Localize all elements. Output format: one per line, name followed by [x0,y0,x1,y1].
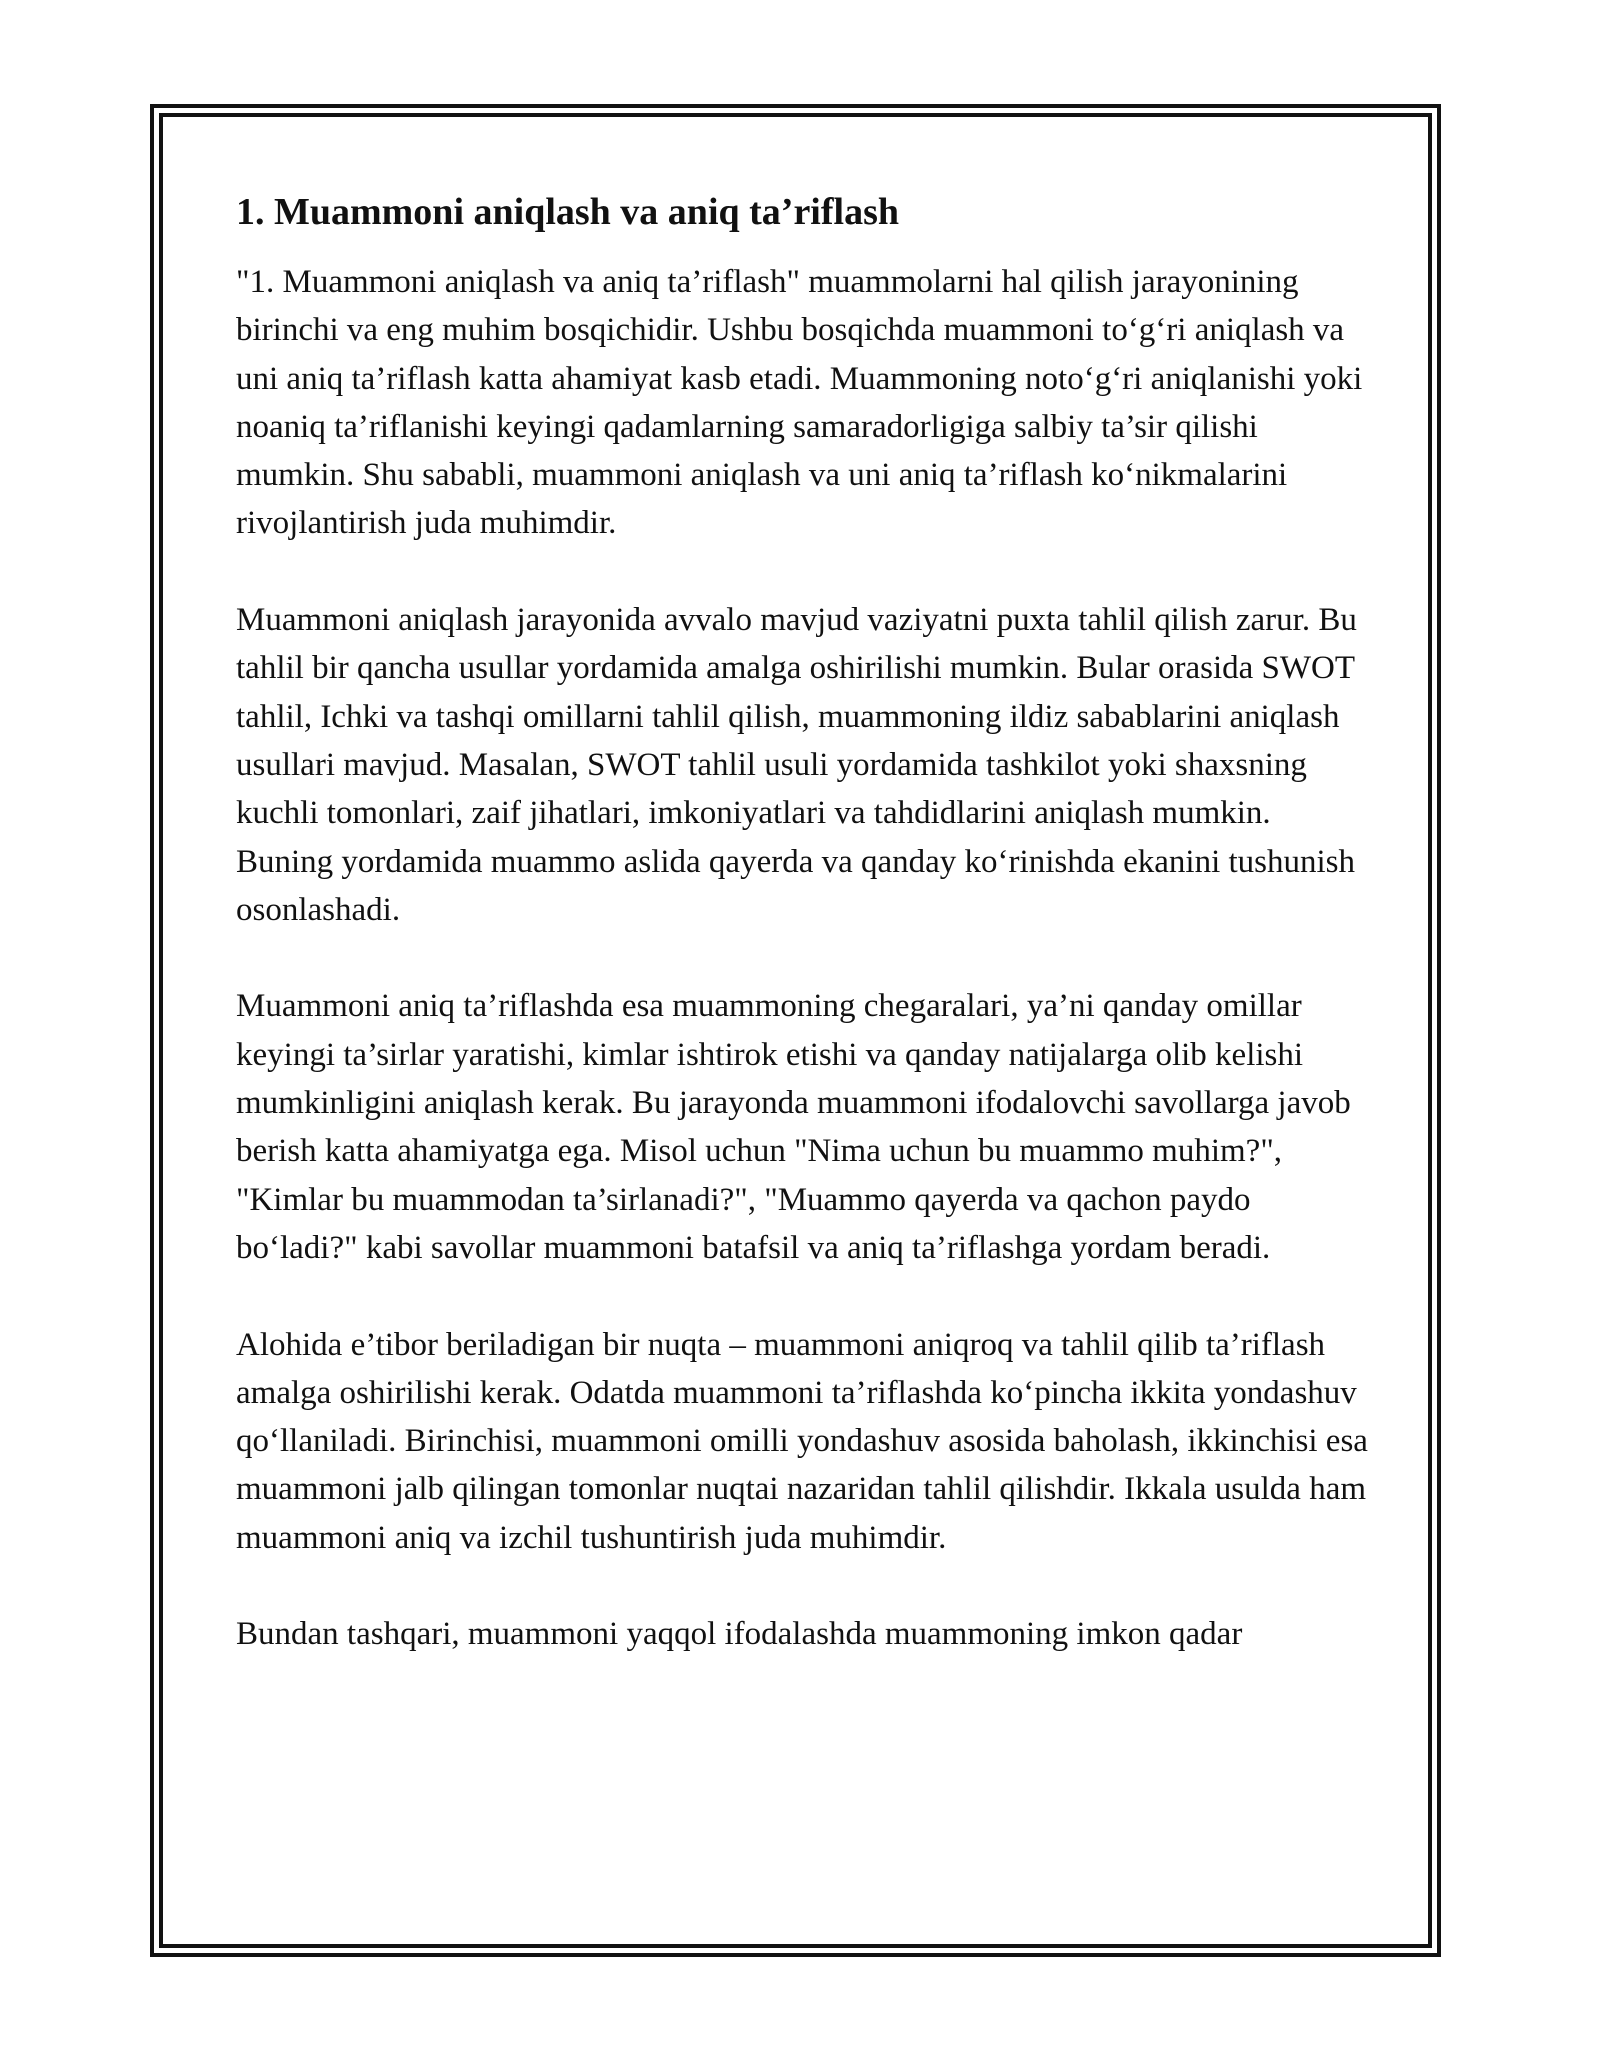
section-heading: 1. Muammoni aniqlash va aniq ta’riflash [236,191,899,233]
paragraph-5: Bundan tashqari, muammoni yaqqol ifodalashda muammoning imkon qadar [236,1616,1243,1653]
paragraph-3: Muammoni aniq ta’riflashda esa muammoning chegaralari, ya’ni qanday omillar keyingi ta’sirlar yaratishi, kimlar ishtirok etishi va qanday natijalarga olib kelishi mumkinligini aniqlash kerak. Bu jarayonda muammoni ifodalovchi savollarga javob berish katta ahamiyatga ega. Misol uchun "Nima uchun bu muammo muhim?", "Kimlar bu muammodan ta’sirlanadi?", "Muammo qayerda va qachon paydo bo‘ladi?" kabi savollar muammoni batafsil va aniq ta’riflashga yordam beradi. [236,988,1351,1266]
paragraph-4: Alohida e’tibor beriladigan bir nuqta – muammoni aniqroq va tahlil qilib ta’riflash amalga oshirilishi kerak. Odatda muammoni ta’riflashda ko‘pincha ikkita yondashuv qo‘llaniladi. Birinchisi, muammoni omilli yondashuv asosida baholash, ikkinchisi esa muammoni jalb qilingan tomonlar nuqtai nazaridan tahlil qilishdir. Ikkala usulda ham muammoni aniq va izchil tushuntirish juda muhimdir. [236,1326,1368,1556]
paragraph-2: Muammoni aniqlash jarayonida avvalo mavjud vaziyatni puxta tahlil qilish zarur. Bu tahlil bir qancha usullar yordamida amalga oshirilishi mumkin. Bular orasida SWOT tahlil, Ichki va tashqi omillarni tahlil qilish, muammoning ildiz sabablarini aniqlash usullari mavjud. Masalan, SWOT tahlil usuli yordamida tashkilot yoki shaxsning kuchli tomonlari, zaif jihatlari, imkoniyatlari va tahdidlarini aniqlash mumkin. Buning yordamida muammo aslida qayerda va qanday ko‘rinishda ekanini tushunish osonlashadi. [236,602,1357,928]
paragraph-1: "1. Muammoni aniqlash va aniq ta’riflash" muammolarni hal qilish jarayonining birinchi va eng muhim bosqichidir. Ushbu bosqichda muammoni to‘g‘ri aniqlash va uni aniq ta’riflash katta ahamiyat kasb etadi. Muammoning noto‘g‘ri aniqlanishi yoki noaniq ta’riflanishi keyingi qadamlarning samaradorligiga salbiy ta’sir qilishi mumkin. Shu sababli, muammoni aniqlash va uni aniq ta’riflash ko‘nikmalarini rivojlantirish juda muhimdir. [236,264,1363,542]
document-body [236,186,1376,1707]
